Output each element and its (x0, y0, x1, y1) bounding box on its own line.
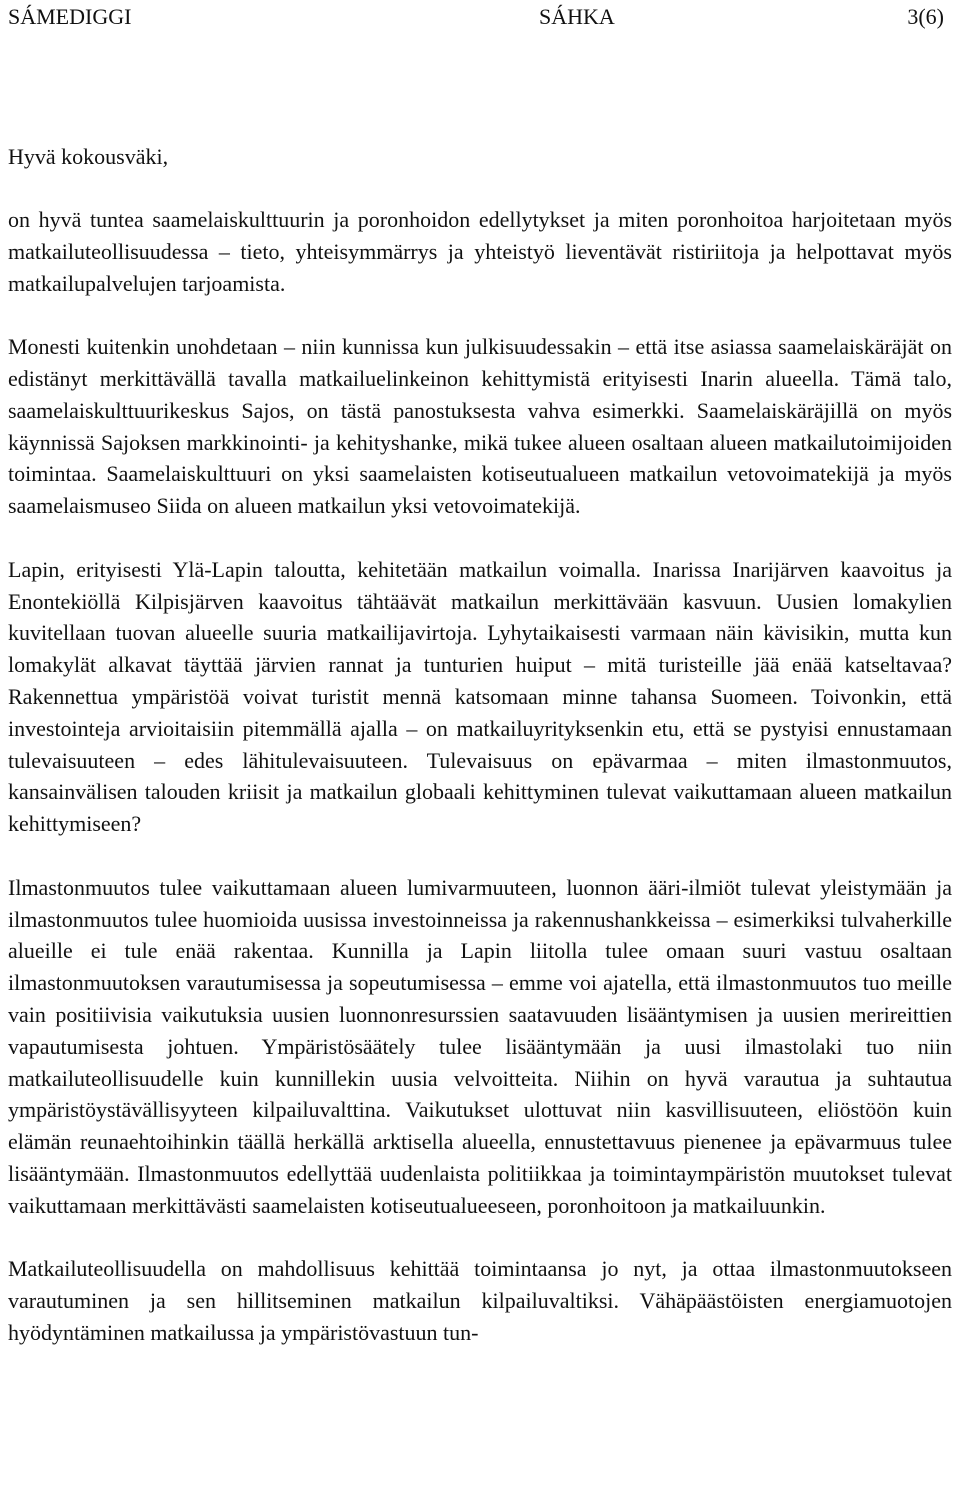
document-body (8, 204, 952, 1349)
paragraph: Ilmastonmuutos tulee vaikuttamaan alueen lumivarmuuteen, luonnon ääri-ilmiöt tulevat yleistymään ja ilmastonmuutos tulee huomioida uusissa investoinneissa ja rakennushankkeissa – esimerkiksi tulvaherkille alueille ei tule enää rakentaa. Kunnilla ja Lapin liitolla tulee omaan suuri vastuu osaltaan ilmastonmuutoksen varautumisessa ja sopeutumisessa – emme voi ajatella, että ilmastonmuutos tuo meille vain positiivisia vaikutuksia uusien luonnonresurssien saatavuuden lisääntymisen ja uusien merireittien vapautumisesta johtuen. Ympäristösäätely tulee lisääntymään ja uusi ilmastolaki tuo niin matkailuteollisuudelle kuin kunnillekin uusia velvoitteita. Niihin on hyvä varautua ja suhtautua ympäristöystävällisyyteen kilpailuvalttina. Vaikutukset ulottuvat niin kasvillisuuteen, eliöstöön kuin elämän reunaehtoihinkin täällä herkällä arktisella alueella, ennustettavuus pienenee ja epävarmuus tulee lisääntymään. Ilmastonmuutos edellyttää uudenlaista politiikkaa ja toimintaympäristön muutokset tulevat vaikuttamaan merkittävästi saamelaisten kotiseutualueeseen, poronhoitoon ja matkailuunkin. (8, 874, 952, 1218)
greeting: Hyvä kokousväki, (8, 144, 169, 169)
page-number: 3(6) (907, 4, 944, 29)
paragraph: Lapin, erityisesti Ylä-Lapin taloutta, kehitetään matkailun voimalla. Inarissa Inarijärven kaavoitus ja Enontekiöllä Kilpisjärven kaavoitus tähtäävät matkailun merkittävään kasvuun. Uusien lomakylien kuvitellaan tuovan alueelle suuria matkailijavirtoja. Lyhytaikaisesti varmaan näin kävisikin, mutta kun lomakylät alkavat täyttää järvien rannat ja tunturien huiput – mitä turisteille jää enää katseltavaa? Rakennettua ympäristöä voivat turistit mennä katsomaan minne tahansa Suomeen. Toivonkin, että investointeja arvioitaisiin pitemmällä ajalla – on matkailuyrityksenkin etu, että se pystyisi ennustamaan tulevaisuuteen – edes lähitulevaisuuteen. Tulevaisuus on epävarmaa – miten ilmastonmuutos, kansainvälisen talouden kriisit ja matkailun globaali kehittyminen tulevat vaikuttamaan alueen matkailun kehittymiseen? (8, 556, 952, 837)
organization-name: SÁMEDIGGI (8, 4, 132, 29)
page-header (8, 3, 952, 31)
paragraph: Matkailuteollisuudella on mahdollisuus kehittää toimintaansa jo nyt, ja ottaa ilmastonmuutokseen varautuminen ja sen hillitseminen matkailun kilpailuvaltiksi. Vähäpäästöisten energiamuotojen hyödyntäminen matkailussa ja ympäristövastuun tun- (8, 1256, 952, 1345)
document-type: SÁHKA (539, 4, 615, 29)
paragraph: Monesti kuitenkin unohdetaan – niin kunnissa kun julkisuudessakin – että itse asiassa saamelaiskäräjät on edistänyt merkittävällä tavalla matkailuelinkeinon kehittymistä erityisesti Inarin alueella. Tämä talo, saamelaiskulttuurikeskus Sajos, on tästä panostuksesta vahva esimerkki. Saamelaiskäräjillä on myös käynnissä Sajoksen markkinointi- ja kehityshanke, mikä tukee alueen osaltaan alueen matkailutoimijoiden toimintaa. Saamelaiskulttuuri on yksi saamelaisten kotiseutualueen matkailun vetovoimatekijä ja myös saamelaismuseo Siida on alueen matkailun yksi vetovoimatekijä. (8, 334, 952, 519)
paragraph: on hyvä tuntea saamelaiskulttuurin ja poronhoidon edellytykset ja miten poronhoitoa harjoitetaan myös matkailuteollisuudessa – tieto, yhteisymmärrys ja yhteistyö lieventävät ristiriitoja ja helpottavat myös matkailupalvelujen tarjoamista. (8, 207, 952, 296)
